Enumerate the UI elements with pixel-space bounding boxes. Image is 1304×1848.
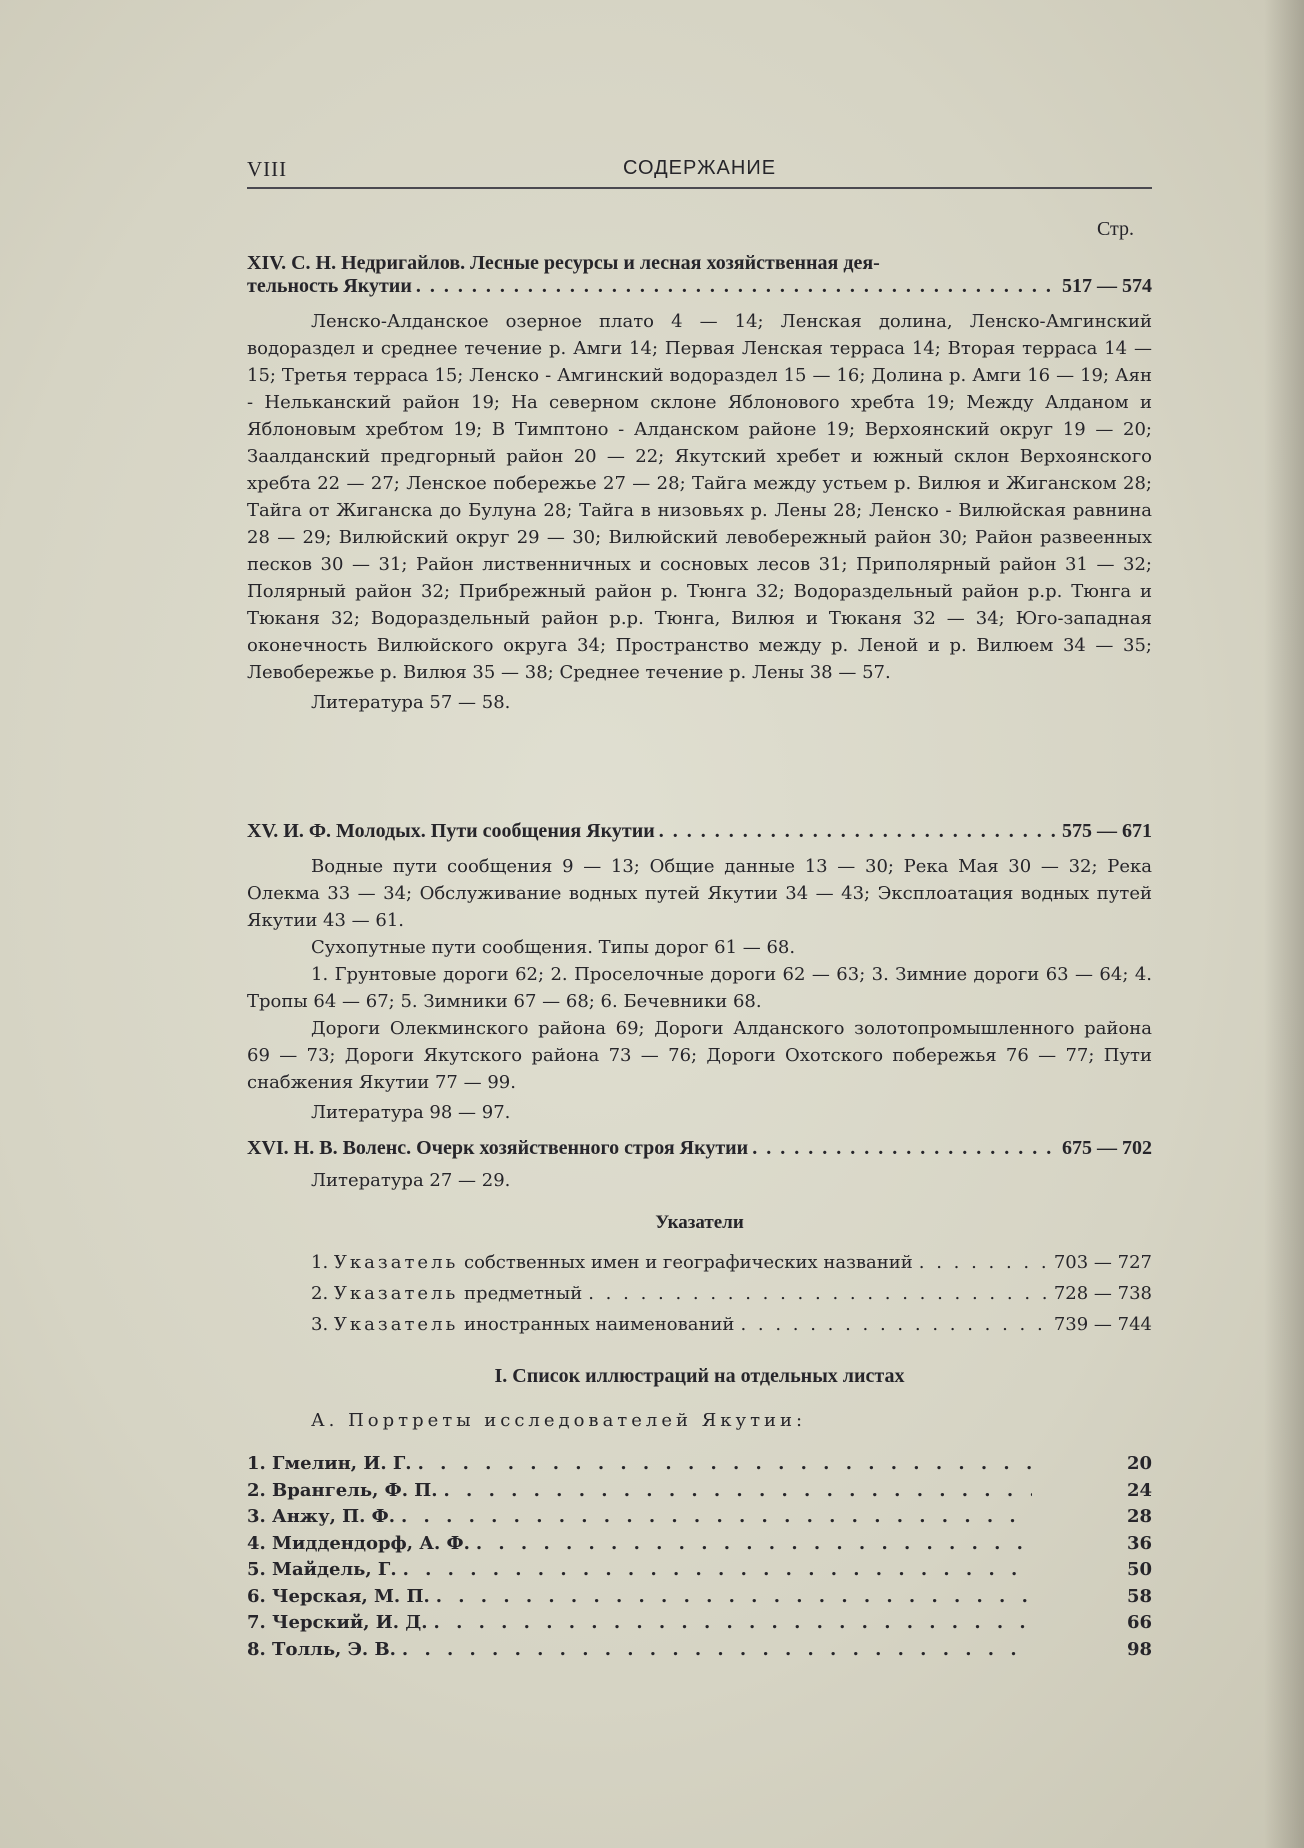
list-item <box>247 1639 1152 1666</box>
index-prefix: 3. <box>311 1314 329 1335</box>
page-folio: VIII <box>247 157 288 181</box>
index-prefix: 1. <box>311 1252 329 1273</box>
entry-heading-cont: тельность Якутии <box>247 275 412 297</box>
dot-leader <box>752 1137 1058 1160</box>
portrait-page: 36 <box>1126 1532 1152 1554</box>
portrait-name: 3. Анжу, П. Ф. <box>247 1506 395 1527</box>
indexes-section <box>247 1212 1152 1345</box>
dot-leader <box>401 1506 1032 1527</box>
list-item <box>247 1586 1152 1613</box>
list-item <box>247 1612 1152 1639</box>
entry-paragraph: Водные пути сообщения 9 — 13; Общие данные 13 — 30; Река Мая 30 — 32; Река Олекма 33 — 34; Обслуживание водных путей Якутии 34 — 43; Эксплоатация водных путей Якутии 43 — 61. <box>247 856 1152 931</box>
portrait-name: 2. Врангель, Ф. П. <box>247 1479 438 1501</box>
dot-leader <box>434 1612 1032 1633</box>
entry-heading-leader <box>247 1137 1152 1160</box>
dot-leader <box>436 1586 1032 1607</box>
index-pages: 703 — 727 <box>1053 1252 1152 1273</box>
index-pages: 728 — 738 <box>1053 1283 1152 1304</box>
dot-leader <box>659 820 1058 843</box>
portrait-page: 24 <box>1126 1479 1152 1501</box>
entry-contents <box>247 308 1152 686</box>
index-spaced: Указатель <box>333 1252 459 1273</box>
dot-leader <box>403 1559 1032 1580</box>
portrait-page: 20 <box>1126 1453 1152 1474</box>
entry-heading: XV. И. Ф. Молодых. Пути сообщения Якутии <box>247 820 655 842</box>
portrait-name: 5. Майдель, Г. <box>247 1559 397 1580</box>
dot-leader <box>418 1453 1032 1474</box>
entry-heading-leader <box>247 275 1152 298</box>
portrait-page: 28 <box>1126 1506 1152 1527</box>
list-item <box>247 1480 1152 1507</box>
illustrations-section <box>247 1365 1152 1665</box>
entry-heading-leader <box>247 820 1152 843</box>
portrait-name: 4. Миддендорф, А. Ф. <box>247 1532 470 1554</box>
entry-paragraph: Дороги Олекминского района 69; Дороги Алданского золотопромышленного района 69 — 73; Дороги Якутского района 73 — 76; Дороги Охотского побережья 76 — 77; Пути снабжения Якутии 77 — 99. <box>247 1018 1152 1093</box>
page-edge-shadow <box>1264 0 1304 1848</box>
portrait-page: 58 <box>1126 1585 1152 1607</box>
entry-contents <box>247 853 1152 1096</box>
entry-pages: 517 — 574 <box>1062 275 1152 297</box>
list-item <box>247 1533 1152 1560</box>
index-label: иностранных наименований <box>464 1314 735 1335</box>
dot-leader <box>416 275 1058 298</box>
illustrations-list <box>247 1453 1152 1665</box>
entry-pages: 675 — 702 <box>1062 1137 1152 1159</box>
portrait-page: 98 <box>1126 1638 1152 1660</box>
entry-paragraph: Сухопутные пути сообщения. Типы дорог 61 — 68. <box>311 937 796 958</box>
page-title: СОДЕРЖАНИЕ <box>622 157 777 179</box>
toc-entry-xvi <box>247 1137 1152 1191</box>
index-spaced: Указатель <box>333 1314 459 1335</box>
entry-literature: Литература 27 — 29. <box>311 1170 511 1191</box>
index-prefix: 2. <box>311 1283 329 1304</box>
index-item <box>311 1252 1152 1283</box>
list-item <box>247 1453 1152 1480</box>
index-item <box>311 1283 1152 1314</box>
portrait-page: 66 <box>1126 1612 1152 1633</box>
entry-literature: Литература 57 — 58. <box>311 692 511 713</box>
indexes-title: Указатели <box>655 1212 744 1233</box>
running-head <box>247 151 1152 189</box>
dot-leader <box>919 1252 1048 1273</box>
index-label: предметный <box>464 1283 583 1304</box>
illustrations-subtitle: А. Портреты исследователей Якутии: <box>311 1410 807 1431</box>
entry-heading: XIV. С. Н. Недригайлов. Лесные ресурсы и лесная хозяйственная дея- <box>247 252 880 274</box>
entry-paragraph: Ленско-Алданское озерное плато 4 — 14; Ленская долина, Ленско-Амгинский водораздел и среднее течение р. Амги 14; Первая Ленская терраса 14; Вторая терраса 14 — 15; Третья терраса 15; Ленско - Амгинский водораздел 15 — 16; Долина р. Амги 16 — 19; Аян - Нельканский район 19; На северном склоне Яблонового хребта 19; Между Алданом и Яблоновым хребтом 19; В Тимптоно - Алданском районе 19; Верхоянский округ 19 — 20; Заалданский предгорный район 20 — 22; Якутский хребет и южный склон Верхоянского хребта 22 — 27; Ленское побережье 27 — 28; Тайга между устьем р. Вилюя и Жиганском 28; Тайга от Жиганска до Булуна 28; Тайга в низовьях р. Лены 28; Ленско - Вилюйская равнина 28 — 29; Вилюйский округ 29 — 30; Вилюйский левобережный район 30; Район развеенных песков 30 — 31; Район лиственничных и сосновых лесов 31; Приполярный район 31 — 32; Полярный район 32; Прибрежный район р. Тюнга 32; Водораздельный район р.р. Тюнга и Тюканя 32; Водораздельный район р.р. Тюнга, Вилюя и Тюканя 32 — 34; Юго-западная оконечность Вилюйского округа 34; Пространство между р. Леной и р. Вилюем 34 — 35; Левобережье р. Вилюя 35 — 38; Среднее течение р. Лены 38 — 57. <box>247 311 1152 683</box>
list-item <box>247 1559 1152 1586</box>
entry-paragraph: 1. Грунтовые дороги 62; 2. Проселочные дороги 62 — 63; 3. Зимние дороги 63 — 64; 4. Тропы 64 — 67; 5. Зимники 67 — 68; 6. Бечевники 68. <box>247 964 1152 1012</box>
dot-leader <box>444 1480 1033 1501</box>
list-item <box>247 1506 1152 1533</box>
entry-heading: XVI. Н. В. Воленс. Очерк хозяйственного строя Якутии <box>247 1137 749 1159</box>
portrait-name: 8. Толль, Э. В. <box>247 1638 396 1660</box>
dot-leader <box>402 1639 1032 1660</box>
dot-leader <box>476 1533 1032 1554</box>
toc-entry-xv <box>247 820 1152 1123</box>
portrait-name: 6. Черская, М. П. <box>247 1585 430 1607</box>
toc-entry-xiv <box>247 252 1152 713</box>
index-spaced: Указатель <box>333 1283 459 1304</box>
page-column-label: Стр. <box>1096 218 1134 240</box>
index-label: собственных имен и географических названий <box>464 1252 913 1273</box>
dot-leader <box>588 1283 1048 1304</box>
entry-pages: 575 — 671 <box>1062 820 1152 842</box>
entry-literature: Литература 98 — 97. <box>311 1102 511 1123</box>
portrait-name: 1. Гмелин, И. Г. <box>247 1453 412 1474</box>
portrait-name: 7. Черский, И. Д. <box>247 1612 428 1633</box>
index-item <box>311 1314 1152 1345</box>
illustrations-title: I. Список иллюстраций на отдельных листах <box>494 1365 905 1387</box>
dot-leader <box>740 1314 1047 1335</box>
index-pages: 739 — 744 <box>1053 1314 1152 1335</box>
portrait-page: 50 <box>1126 1559 1152 1580</box>
